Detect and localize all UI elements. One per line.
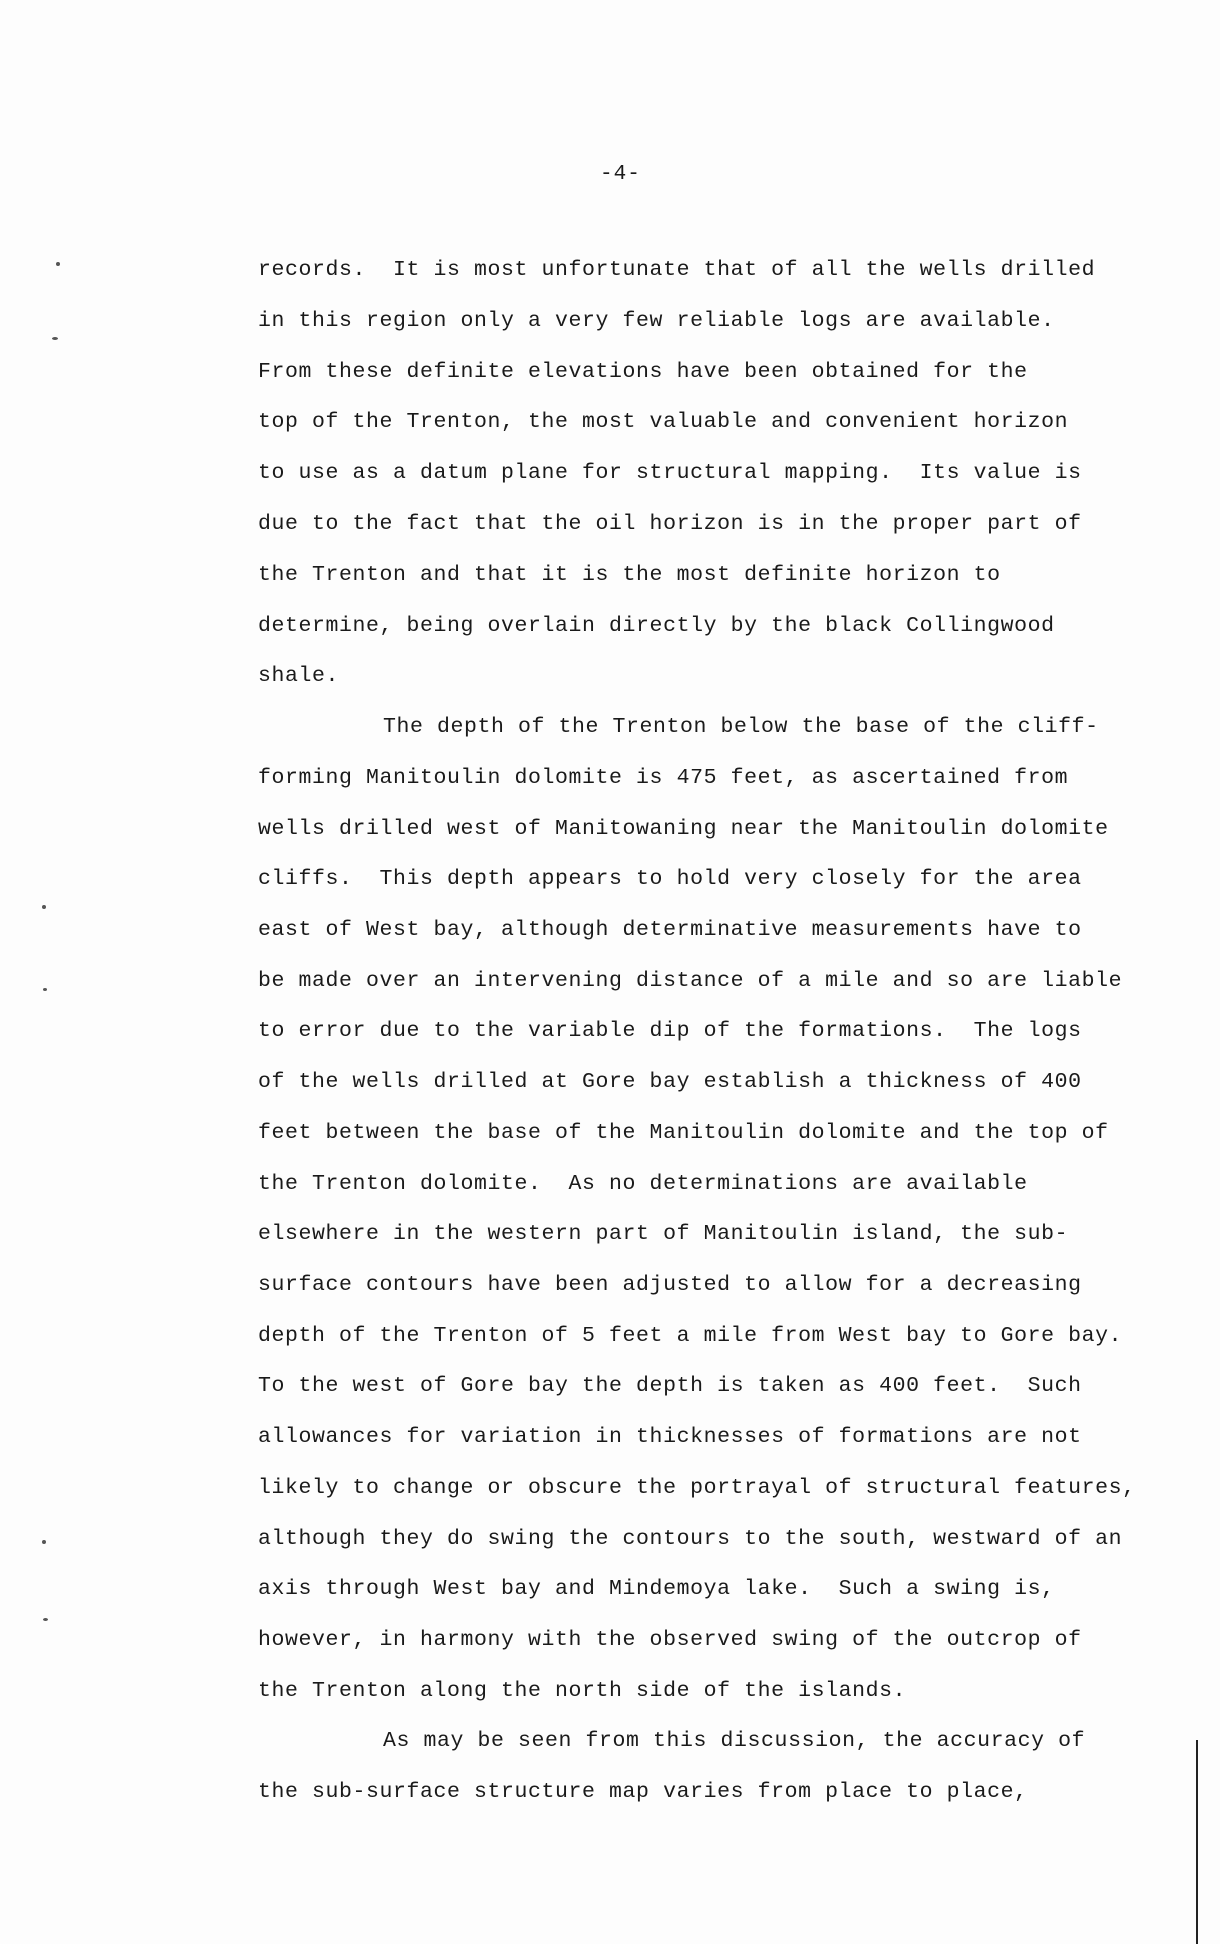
text-line-30: As may be seen from this discussion, the accuracy of — [383, 1729, 1086, 1753]
text-line-28: however, in harmony with the observed swing of the outcrop of — [258, 1628, 1082, 1652]
text-line-2: in this region only a very few reliable logs are available. — [258, 309, 1055, 333]
text-line-3: From these definite elevations have been obtained for the — [258, 360, 1028, 384]
text-line-8: determine, being overlain directly by the black Collingwood — [258, 614, 1055, 638]
text-line-15: be made over an intervening distance of a mile and so are liable — [258, 969, 1123, 993]
text-line-7: the Trenton and that it is the most definite horizon to — [258, 563, 1001, 587]
scan-speck — [42, 905, 46, 909]
text-line-18: feet between the base of the Manitoulin dolomite and the top of — [258, 1121, 1109, 1145]
scan-edge-line — [1196, 1740, 1198, 1944]
text-line-10: The depth of the Trenton below the base of the cliff- — [383, 715, 1099, 739]
text-line-24: allowances for variation in thicknesses of formations are not — [258, 1425, 1082, 1449]
text-line-27: axis through West bay and Mindemoya lake. Such a swing is, — [258, 1577, 1055, 1601]
text-line-19: the Trenton dolomite. As no determinations are available — [258, 1172, 1028, 1196]
text-line-4: top of the Trenton, the most valuable and convenient horizon — [258, 410, 1069, 434]
text-line-22: depth of the Trenton of 5 feet a mile from West bay to Gore bay. — [258, 1324, 1123, 1348]
text-line-29: the Trenton along the north side of the islands. — [258, 1679, 907, 1703]
text-line-31: the sub-surface structure map varies from place to place, — [258, 1780, 1028, 1804]
text-line-6: due to the fact that the oil horizon is in the proper part of — [258, 512, 1082, 536]
text-line-12: wells drilled west of Manitowaning near the Manitoulin dolomite — [258, 817, 1109, 841]
text-line-13: cliffs. This depth appears to hold very closely for the area — [258, 867, 1082, 891]
text-line-25: likely to change or obscure the portrayal of structural features, — [258, 1476, 1136, 1500]
text-line-1: records. It is most unfortunate that of all the wells drilled — [258, 258, 1096, 282]
text-line-17: of the wells drilled at Gore bay establish a thickness of 400 — [258, 1070, 1082, 1094]
scan-speck — [52, 337, 58, 340]
text-line-9: shale. — [258, 664, 340, 688]
text-line-21: surface contours have been adjusted to allow for a decreasing — [258, 1273, 1082, 1297]
scan-speck — [42, 1540, 46, 1544]
text-line-11: forming Manitoulin dolomite is 475 feet, as ascertained from — [258, 766, 1069, 790]
text-line-16: to error due to the variable dip of the formations. The logs — [258, 1019, 1082, 1043]
page-number: -4- — [600, 163, 641, 186]
scan-speck — [56, 262, 60, 266]
text-line-26: although they do swing the contours to the south, westward of an — [258, 1527, 1123, 1551]
scan-speck — [43, 988, 47, 991]
text-line-23: To the west of Gore bay the depth is taken as 400 feet. Such — [258, 1374, 1082, 1398]
text-line-20: elsewhere in the western part of Manitoulin island, the sub- — [258, 1222, 1069, 1246]
text-line-14: east of West bay, although determinative measurements have to — [258, 918, 1082, 942]
scan-speck — [43, 1618, 48, 1621]
text-line-5: to use as a datum plane for structural mapping. Its value is — [258, 461, 1082, 485]
